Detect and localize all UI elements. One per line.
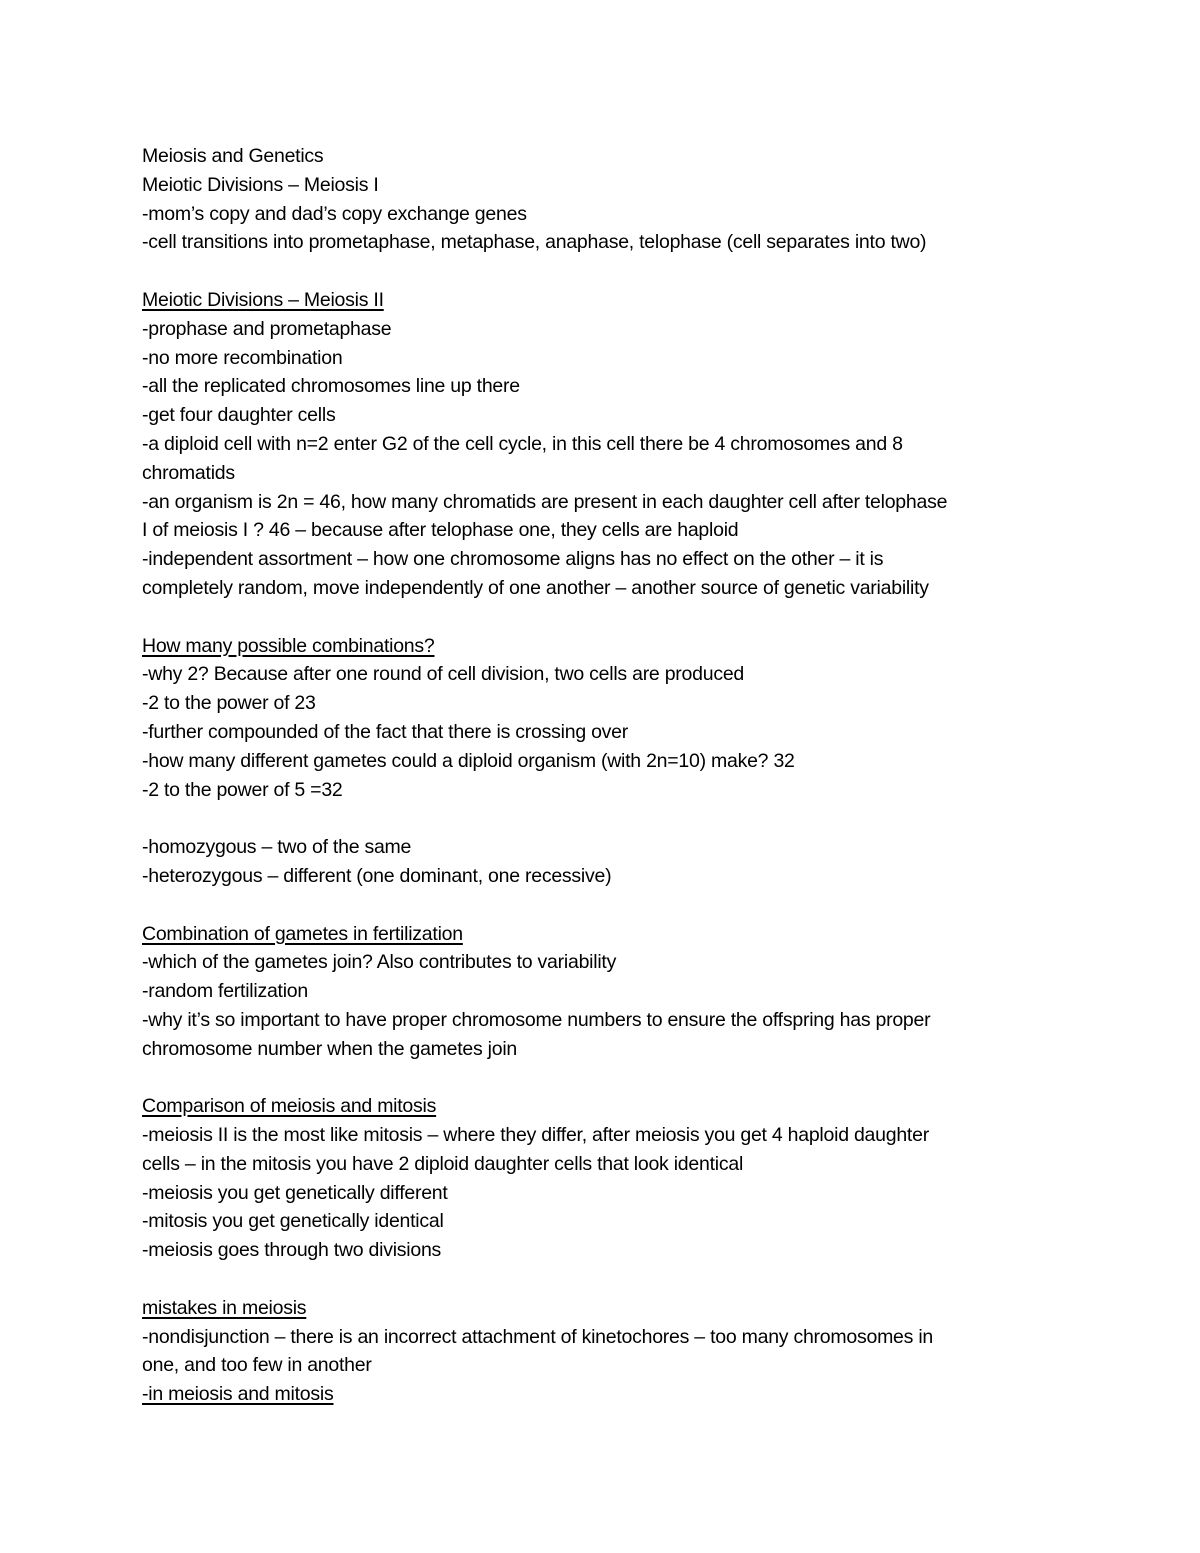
fertilization-line: -which of the gametes join? Also contributes to variability bbox=[142, 951, 617, 974]
meiosis-2-line: -all the replicated chromosomes line up there bbox=[142, 375, 520, 398]
comparison-line: -mitosis you get genetically identical bbox=[142, 1210, 444, 1233]
mistakes-line: -nondisjunction – there is an incorrect attachment of kinetochores – too many chromosomes in bbox=[142, 1325, 934, 1348]
paragraph-spacer bbox=[142, 804, 1082, 833]
meiosis-2-line: -get four daughter cells bbox=[142, 404, 336, 427]
comparison-line: -meiosis goes through two divisions bbox=[142, 1239, 442, 1262]
meiosis-1-heading: Meiotic Divisions – Meiosis I bbox=[142, 173, 379, 196]
paragraph-spacer bbox=[142, 1064, 1082, 1093]
meiosis-2-line: I of meiosis I ? 46 – because after telophase one, they cells are haploid bbox=[142, 519, 739, 542]
comparison-line: -meiosis II is the most like mitosis – where they differ, after meiosis you get 4 haploid daughter bbox=[142, 1124, 929, 1147]
meiosis-2-line: chromatids bbox=[142, 461, 235, 484]
fertilization-heading: Combination of gametes in fertilization bbox=[142, 922, 463, 945]
paragraph-spacer bbox=[142, 257, 1082, 286]
meiosis-2-line: -an organism is 2n = 46, how many chromatids are present in each daughter cell after telophase bbox=[142, 490, 948, 513]
mistakes-heading: mistakes in meiosis bbox=[142, 1296, 307, 1319]
comparison-line: cells – in the mitosis you have 2 diploid daughter cells that look identical bbox=[142, 1152, 744, 1175]
meiosis-1-line: -mom’s copy and dad’s copy exchange genes bbox=[142, 202, 527, 225]
comparison-heading: Comparison of meiosis and mitosis bbox=[142, 1095, 437, 1118]
meiosis-2-line: -no more recombination bbox=[142, 346, 343, 369]
combinations-line: -how many different gametes could a diploid organism (with 2n=10) make? 32 bbox=[142, 749, 795, 772]
document-title: Meiosis and Genetics bbox=[142, 145, 324, 167]
fertilization-line: -why it’s so important to have proper chromosome numbers to ensure the offspring has proper bbox=[142, 1008, 931, 1031]
mistakes-line: one, and too few in another bbox=[142, 1354, 372, 1377]
paragraph-spacer bbox=[142, 603, 1082, 632]
meiosis-2-line: -independent assortment – how one chromosome aligns has no effect on the other – it is bbox=[142, 548, 884, 571]
meiosis-2-line: completely random, move independently of one another – another source of genetic variability bbox=[142, 576, 929, 599]
comparison-line: -meiosis you get genetically different bbox=[142, 1181, 448, 1204]
document-body bbox=[142, 142, 1082, 1409]
fertilization-line: -random fertilization bbox=[142, 980, 308, 1003]
fertilization-line: chromosome number when the gametes join bbox=[142, 1037, 518, 1060]
meiosis-2-heading: Meiotic Divisions – Meiosis II bbox=[142, 288, 384, 311]
meiosis-2-line: -a diploid cell with n=2 enter G2 of the cell cycle, in this cell there be 4 chromosomes and 8 bbox=[142, 432, 903, 455]
paragraph-spacer bbox=[142, 891, 1082, 920]
zygosity-line: -heterozygous – different (one dominant, one recessive) bbox=[142, 864, 612, 887]
combinations-line: -2 to the power of 5 =32 bbox=[142, 778, 343, 801]
combinations-line: -why 2? Because after one round of cell division, two cells are produced bbox=[142, 663, 745, 686]
zygosity-line: -homozygous – two of the same bbox=[142, 836, 412, 859]
combinations-line: -further compounded of the fact that there is crossing over bbox=[142, 720, 629, 743]
paragraph-spacer bbox=[142, 1265, 1082, 1294]
meiosis-2-line: -prophase and prometaphase bbox=[142, 317, 392, 340]
combinations-heading: How many possible combinations? bbox=[142, 634, 435, 657]
mistakes-underlined-line: -in meiosis and mitosis bbox=[142, 1383, 334, 1406]
meiosis-1-line: -cell transitions into prometaphase, metaphase, anaphase, telophase (cell separates into two) bbox=[142, 231, 927, 254]
combinations-line: -2 to the power of 23 bbox=[142, 692, 316, 715]
